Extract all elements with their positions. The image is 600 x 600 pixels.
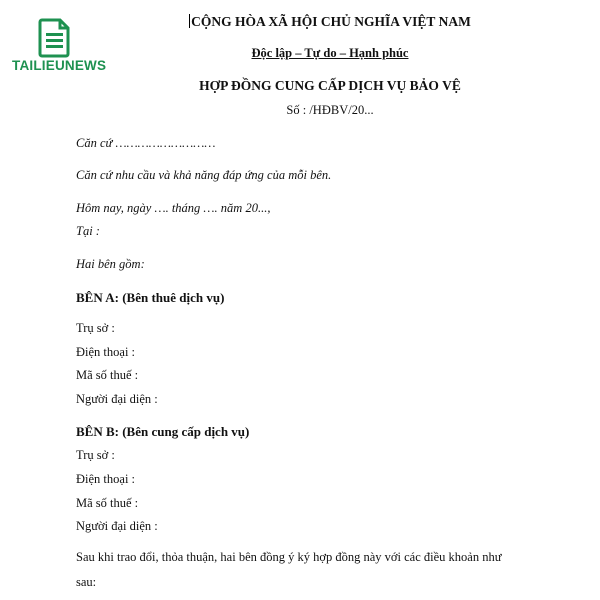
party-b-representative-label: Người đại diện : [76, 519, 158, 533]
party-a-address-label: Trụ sở : [76, 321, 115, 335]
motto: Độc lập – Tự do – Hạnh phúc [251, 46, 409, 60]
logo-text: TAILIEUNEWS [12, 58, 107, 73]
text-cursor [189, 14, 190, 28]
party-a-phone-label: Điện thoại : [76, 345, 136, 359]
agreement-line-1: Sau khi trao đổi, thỏa thuận, hai bên đồng ý ký hợp đồng này với các điều khoản như [76, 550, 502, 564]
nation-heading [140, 14, 520, 30]
party-a-tax-code-label: Mã số thuế : [76, 368, 139, 382]
agreement-line-2: sau: [76, 575, 97, 589]
party-b-heading: BÊN B: (Bên cung cấp dịch vụ) [76, 424, 250, 439]
contract-number: Số : /HĐBV/20... [286, 103, 374, 117]
party-b-tax-code-label: Mã số thuế : [76, 496, 139, 510]
party-a-representative-label: Người đại diện : [76, 392, 158, 406]
needs-line: Căn cứ nhu cầu và khả năng đáp ứng của mỗi bên. [76, 168, 332, 182]
party-b-phone-label: Điện thoại : [76, 472, 136, 486]
place-line: Tại : [76, 224, 100, 238]
party-a-heading: BÊN A: (Bên thuê dịch vụ) [76, 290, 225, 305]
basis-line: Căn cứ ……………………… [76, 136, 216, 150]
nation-heading-text: CỘNG HÒA XÃ HỘI CHỦ NGHĨA VIỆT NAM [191, 14, 471, 29]
contract-title: HỢP ĐỒNG CUNG CẤP DỊCH VỤ BẢO VỆ [199, 78, 461, 93]
tailieunews-logo[interactable] [12, 12, 107, 76]
parties-intro: Hai bên gồm: [76, 257, 145, 271]
party-b-address-label: Trụ sở : [76, 448, 115, 462]
date-line: Hôm nay, ngày …. tháng …. năm 20..., [76, 201, 271, 215]
document-icon [38, 18, 72, 58]
